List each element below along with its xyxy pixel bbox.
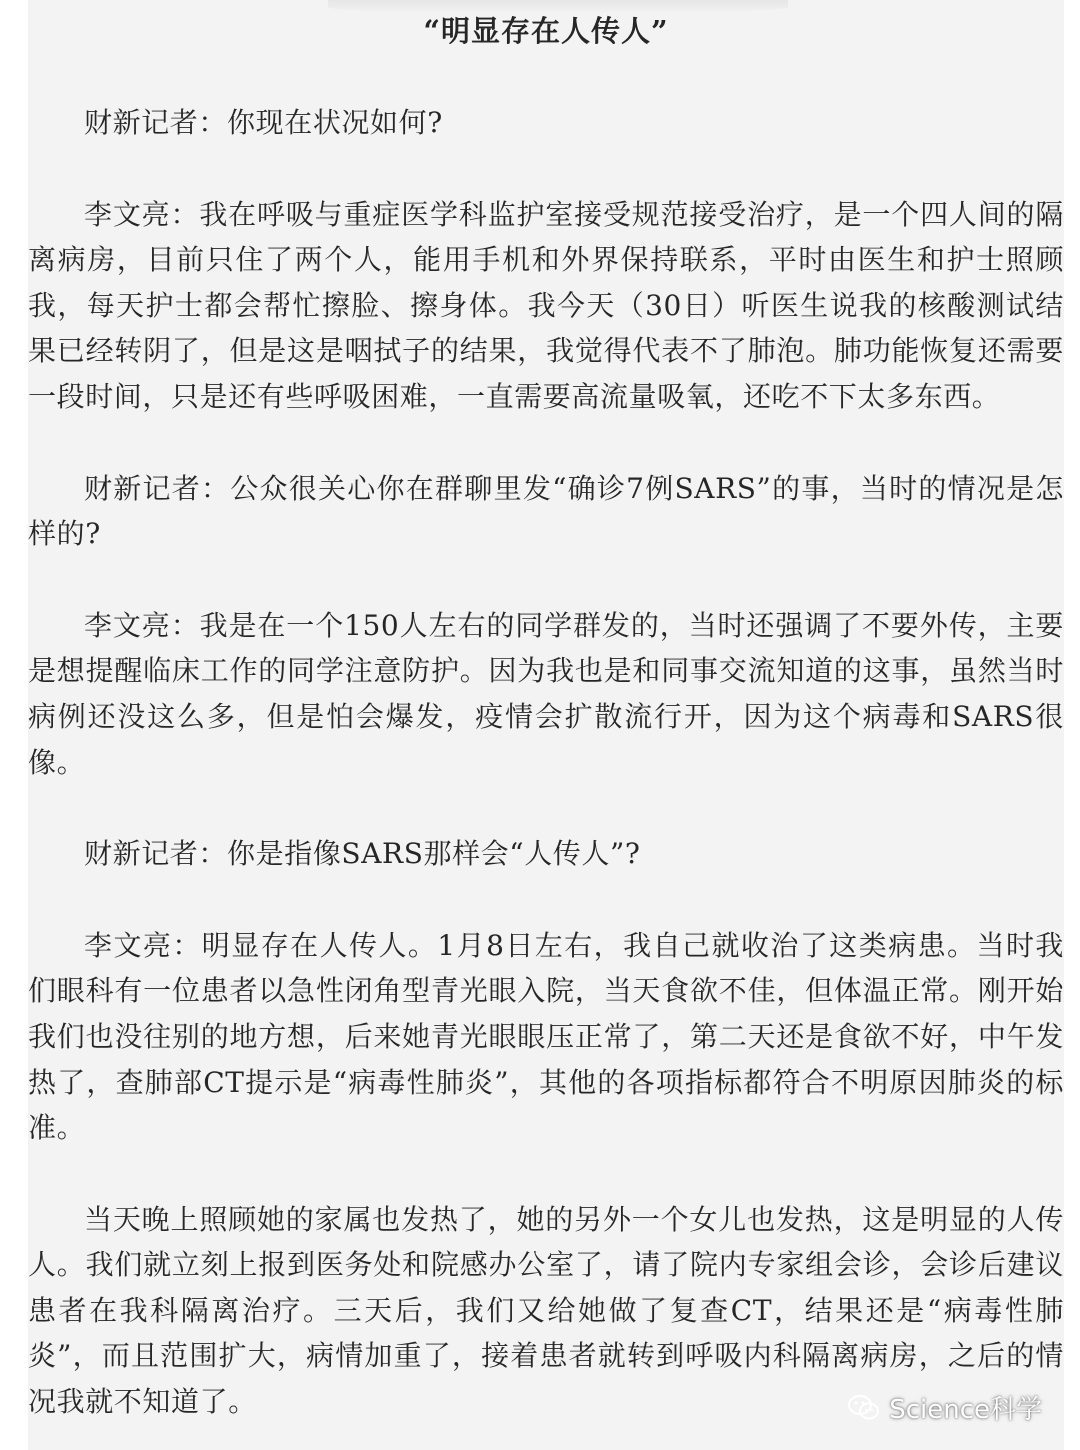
question-paragraph bbox=[28, 831, 1064, 877]
paragraph-text: 公众很关心你在群聊里发“确诊7例SARS”的事，当时的情况是怎样的? bbox=[28, 471, 1064, 551]
answer-paragraph bbox=[28, 923, 1064, 1151]
speaker-label: 李文亮： bbox=[84, 608, 200, 642]
watermark-label: Science科学 bbox=[889, 1395, 1042, 1425]
speaker-label: 财新记者： bbox=[84, 837, 228, 871]
speaker-label: 财新记者： bbox=[84, 471, 231, 505]
speaker-label: 李文亮： bbox=[84, 928, 202, 962]
question-paragraph bbox=[28, 100, 1064, 146]
question-paragraph bbox=[28, 466, 1064, 557]
speaker-label: 李文亮： bbox=[84, 197, 200, 231]
section-heading: “明显存在人传人” bbox=[423, 14, 669, 48]
paragraph-text: 我是在一个150人左右的同学群发的，当时还强调了不要外传，主要是想提醒临床工作的同学注意防护。因为我也是和同事交流知道的这事，虽然当时病例还没这么多，但是怕会爆发，疫情会扩散流行开，因为这个病毒和SARS很像。 bbox=[28, 608, 1064, 779]
paragraph-text: 你现在状况如何? bbox=[227, 106, 443, 139]
article-content bbox=[28, 0, 1064, 1425]
watermark bbox=[847, 1389, 1042, 1426]
speaker-label: 财新记者： bbox=[84, 106, 228, 139]
wechat-icon bbox=[847, 1393, 881, 1423]
paragraph-text: 我在呼吸与重症医学科监护室接受规范接受治疗，是一个四人间的隔离病房，目前只住了两个人，能用手机和外界保持联系，平时由医生和护士照顾我，每天护士都会帮忙擦脸、擦身体。我今天（30日）听医生说我的核酸测试结果已经转阴了，但是这是咽拭子的结果，我觉得代表不了肺泡。肺功能恢复还需要一段时间，只是还有些呼吸困难，一直需要高流量吸氧，还吃不下太多东西。 bbox=[28, 197, 1064, 413]
paragraph-text: 当天晚上照顾她的家属也发热了，她的另外一个女儿也发热，这是明显的人传人。我们就立刻上报到医务处和院感办公室了，请了院内专家组会诊，会诊后建议患者在我科隔离治疗。三天后，我们又给她做了复查CT，结果还是“病毒性肺炎”，而且范围扩大，病情加重了，接着患者就转到呼吸内科隔离病房，之后的情况我就不知道了。 bbox=[28, 1202, 1064, 1419]
answer-paragraph bbox=[28, 192, 1064, 420]
paragraph-text: 明显存在人传人。1月8日左右，我自己就收治了这类病患。当时我们眼科有一位患者以急性闭角型青光眼入院，当天食欲不佳，但体温正常。刚开始我们也没往别的地方想，后来她青光眼眼压正常了，第二天还是食欲不好，中午发热了，查肺部CT提示是“病毒性肺炎”，其他的各项指标都符合不明原因肺炎的标准。 bbox=[28, 928, 1064, 1145]
paragraph-text: 你是指像SARS那样会“人传人”? bbox=[227, 837, 641, 871]
answer-paragraph bbox=[28, 603, 1064, 785]
article-page bbox=[28, 0, 1064, 1450]
